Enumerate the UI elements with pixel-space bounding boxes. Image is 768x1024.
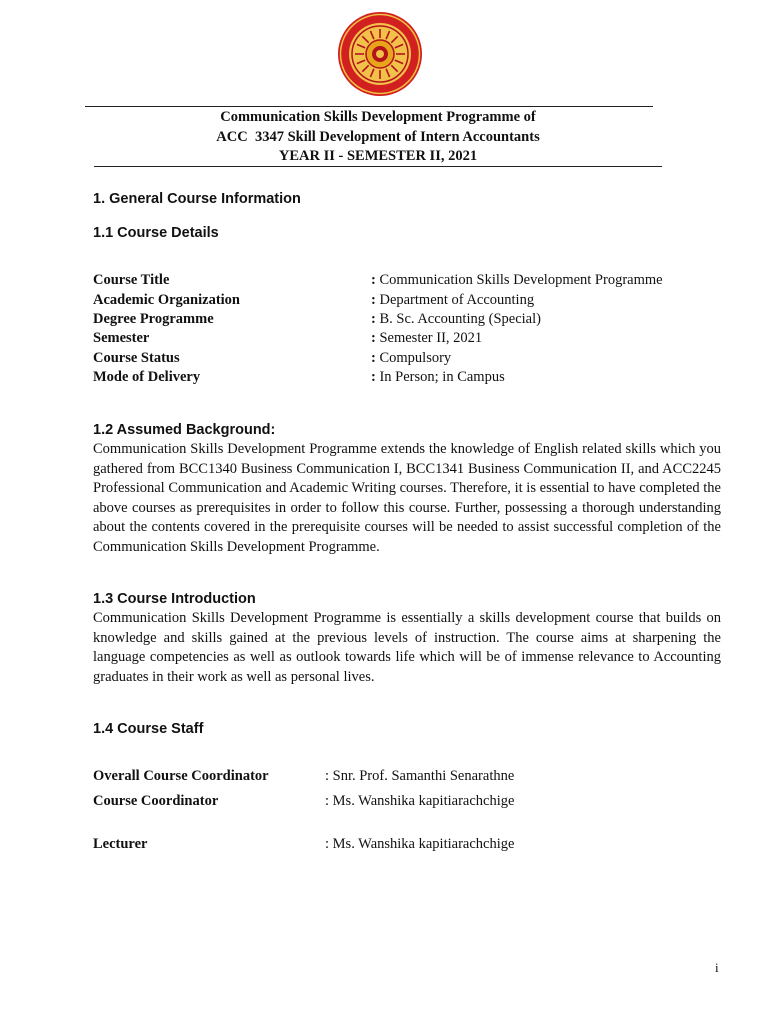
course-title-value: Communication Skills Development Programme [379,272,663,288]
lecturer-value: : Ms. Wanshika kapitiarachchige [325,836,515,852]
title-line-2: ACC 3347 Skill Development of Intern Accountants [216,128,540,145]
course-coordinator-label: Course Coordinator [93,793,219,809]
mode-of-delivery-value-wrap [371,369,505,386]
separator: : [371,350,380,366]
course-status-value: Compulsory [379,350,452,366]
top-rule [85,106,653,107]
semester-value: Semester II, 2021 [379,330,483,346]
separator: : [371,330,380,346]
academic-organization-value-wrap [371,292,534,309]
degree-programme-value: B. Sc. Accounting (Special) [379,311,541,327]
document-title [94,108,662,167]
academic-organization-value: Department of Accounting [379,292,535,308]
lecturer-label: Lecturer [93,836,148,852]
page-number: i [715,960,719,975]
course-staff-heading: 1.4 Course Staff [93,721,204,737]
separator: : [371,272,380,288]
separator: : [371,311,380,327]
separator: : [371,292,380,308]
course-title-label: Course Title [93,272,170,288]
university-seal-logo [337,11,423,97]
course-title-value-wrap [371,272,663,289]
course-introduction-heading: 1.3 Course Introduction [93,591,256,607]
mode-of-delivery-label: Mode of Delivery [93,369,201,385]
overall-coordinator-label: Overall Course Coordinator [93,768,269,784]
section-1-heading: 1. General Course Information [93,191,301,207]
assumed-background-heading: 1.2 Assumed Background: [93,422,276,438]
title-line-1: Communication Skills Development Programme of [220,109,536,125]
assumed-background-text: Communication Skills Development Programme extends the knowledge of English related skills which you gathered from BCC1340 Business Communication I, BCC1341 Business Communication II, and ACC2245 Professional Communication and Academic Writing courses. Therefore, it is essential to have completed the above courses as prerequisites in order to follow this course. Further, possessing a thorough understanding about the contents covered in the prerequisite courses will be needed to assist successful completion of the Communication Skills Development Programme. [93,441,721,555]
separator: : [371,369,380,385]
course-status-label: Course Status [93,350,180,366]
overall-coordinator-value: : Snr. Prof. Samanthi Senarathne [325,768,515,784]
course-details-heading: 1.1 Course Details [93,225,219,241]
mode-of-delivery-value: In Person; in Campus [379,369,505,385]
semester-label: Semester [93,330,150,346]
course-introduction-text: Communication Skills Development Programme is essentially a skills development course that builds on knowledge and skills gained at the previous levels of instruction. The course aims at sharpening the language competencies as well as outlook towards life which will be of immense relevance to Accounting graduates in their work as well as personal lives. [93,610,721,685]
semester-value-wrap [371,330,482,347]
course-status-value-wrap [371,350,451,367]
degree-programme-label: Degree Programme [93,311,214,327]
title-line-3: YEAR II - SEMESTER II, 2021 [278,148,478,164]
bottom-rule [94,166,662,167]
degree-programme-value-wrap [371,311,541,328]
course-coordinator-value: : Ms. Wanshika kapitiarachchige [325,793,515,809]
academic-organization-label: Academic Organization [93,292,240,308]
